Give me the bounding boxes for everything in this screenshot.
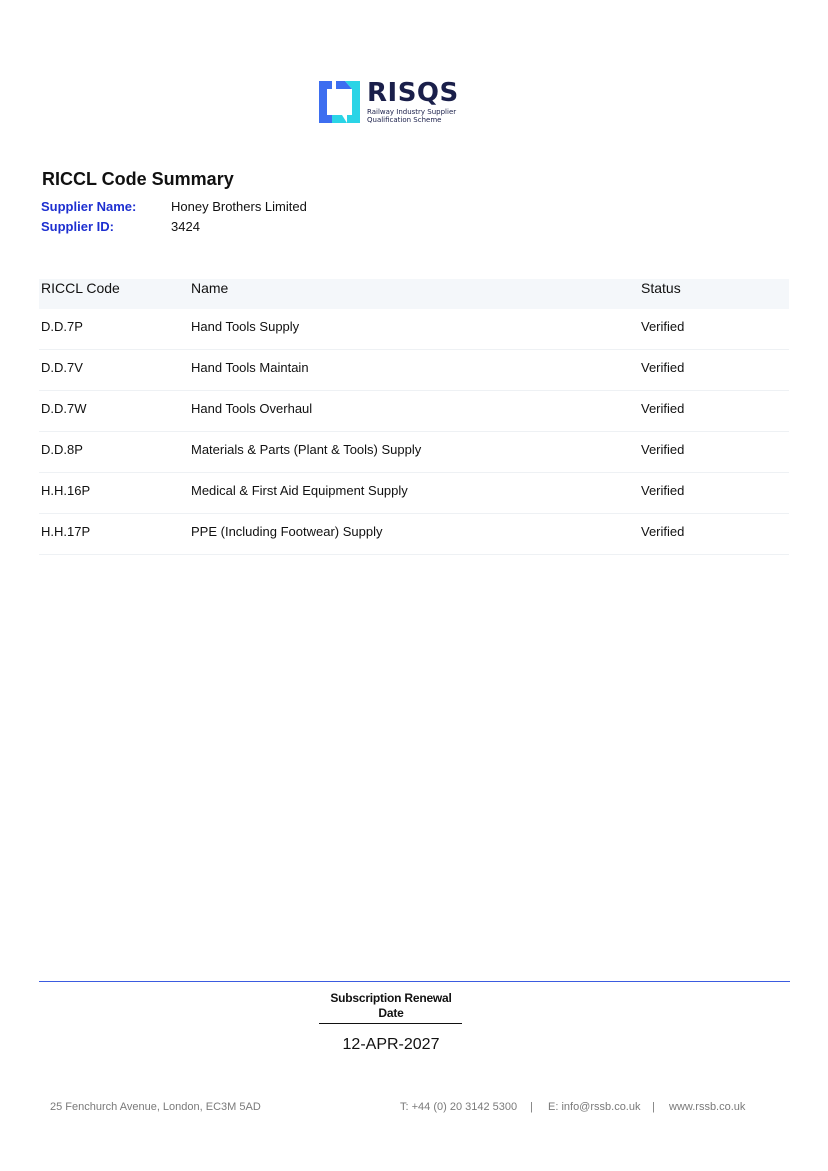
riccl-code-cell: D.D.7P	[41, 319, 83, 334]
riccl-code-table	[39, 279, 789, 555]
renewal-label	[320, 991, 462, 1021]
renewal-label-line2: Date	[378, 1006, 404, 1020]
status-cell: Verified	[641, 483, 685, 498]
footer-email: E: info@rssb.co.uk	[548, 1101, 641, 1113]
footer-divider	[39, 981, 790, 982]
renewal-date: 12-APR-2027	[342, 1036, 440, 1053]
status-cell: Verified	[641, 524, 685, 539]
page-title: RICCL Code Summary	[42, 169, 234, 189]
table-row	[39, 432, 789, 473]
riccl-code-cell: H.H.17P	[41, 524, 91, 539]
logo-wordmark: RISQS	[367, 78, 459, 108]
header-name: Name	[191, 280, 229, 296]
risqs-logo-mark-icon	[318, 79, 362, 125]
footer-separator: |	[652, 1101, 655, 1113]
table-row	[39, 473, 789, 514]
footer-website: www.rssb.co.uk	[669, 1101, 746, 1113]
table-header	[39, 279, 789, 309]
code-name-cell: Materials & Parts (Plant & Tools) Supply	[191, 442, 422, 457]
logo-subtitle-line1: Railway Industry Supplier	[367, 108, 457, 116]
header-riccl-code: RICCL Code	[41, 280, 120, 296]
riccl-code-cell: D.D.7W	[41, 401, 87, 416]
supplier-id-value: 3424	[171, 219, 200, 234]
status-cell: Verified	[641, 401, 685, 416]
footer-phone: T: +44 (0) 20 3142 5300	[400, 1101, 518, 1113]
table-row	[39, 514, 789, 555]
status-cell: Verified	[641, 319, 685, 334]
supplier-name-label: Supplier Name:	[41, 199, 137, 214]
code-name-cell: Hand Tools Overhaul	[191, 401, 313, 416]
table-row	[39, 350, 789, 391]
code-name-cell: Hand Tools Supply	[191, 319, 300, 334]
table-row	[39, 391, 789, 432]
status-cell: Verified	[641, 360, 685, 375]
code-name-cell: PPE (Including Footwear) Supply	[191, 524, 383, 539]
header-status: Status	[641, 280, 681, 296]
risqs-logo	[318, 79, 468, 125]
supplier-name-value: Honey Brothers Limited	[171, 199, 307, 214]
code-name-cell: Medical & First Aid Equipment Supply	[191, 483, 408, 498]
footer-separator: |	[530, 1101, 533, 1113]
code-name-cell: Hand Tools Maintain	[191, 360, 309, 375]
riccl-code-cell: D.D.7V	[41, 360, 83, 375]
renewal-underline	[319, 1023, 462, 1024]
renewal-label-line1: Subscription Renewal	[330, 991, 452, 1005]
table-row	[39, 309, 789, 350]
footer-address: 25 Fenchurch Avenue, London, EC3M 5AD	[50, 1101, 261, 1113]
riccl-code-cell: H.H.16P	[41, 483, 91, 498]
riccl-code-cell: D.D.8P	[41, 442, 83, 457]
status-cell: Verified	[641, 442, 685, 457]
supplier-id-label: Supplier ID:	[41, 219, 114, 234]
logo-subtitle-line2: Qualification Scheme	[367, 116, 442, 124]
